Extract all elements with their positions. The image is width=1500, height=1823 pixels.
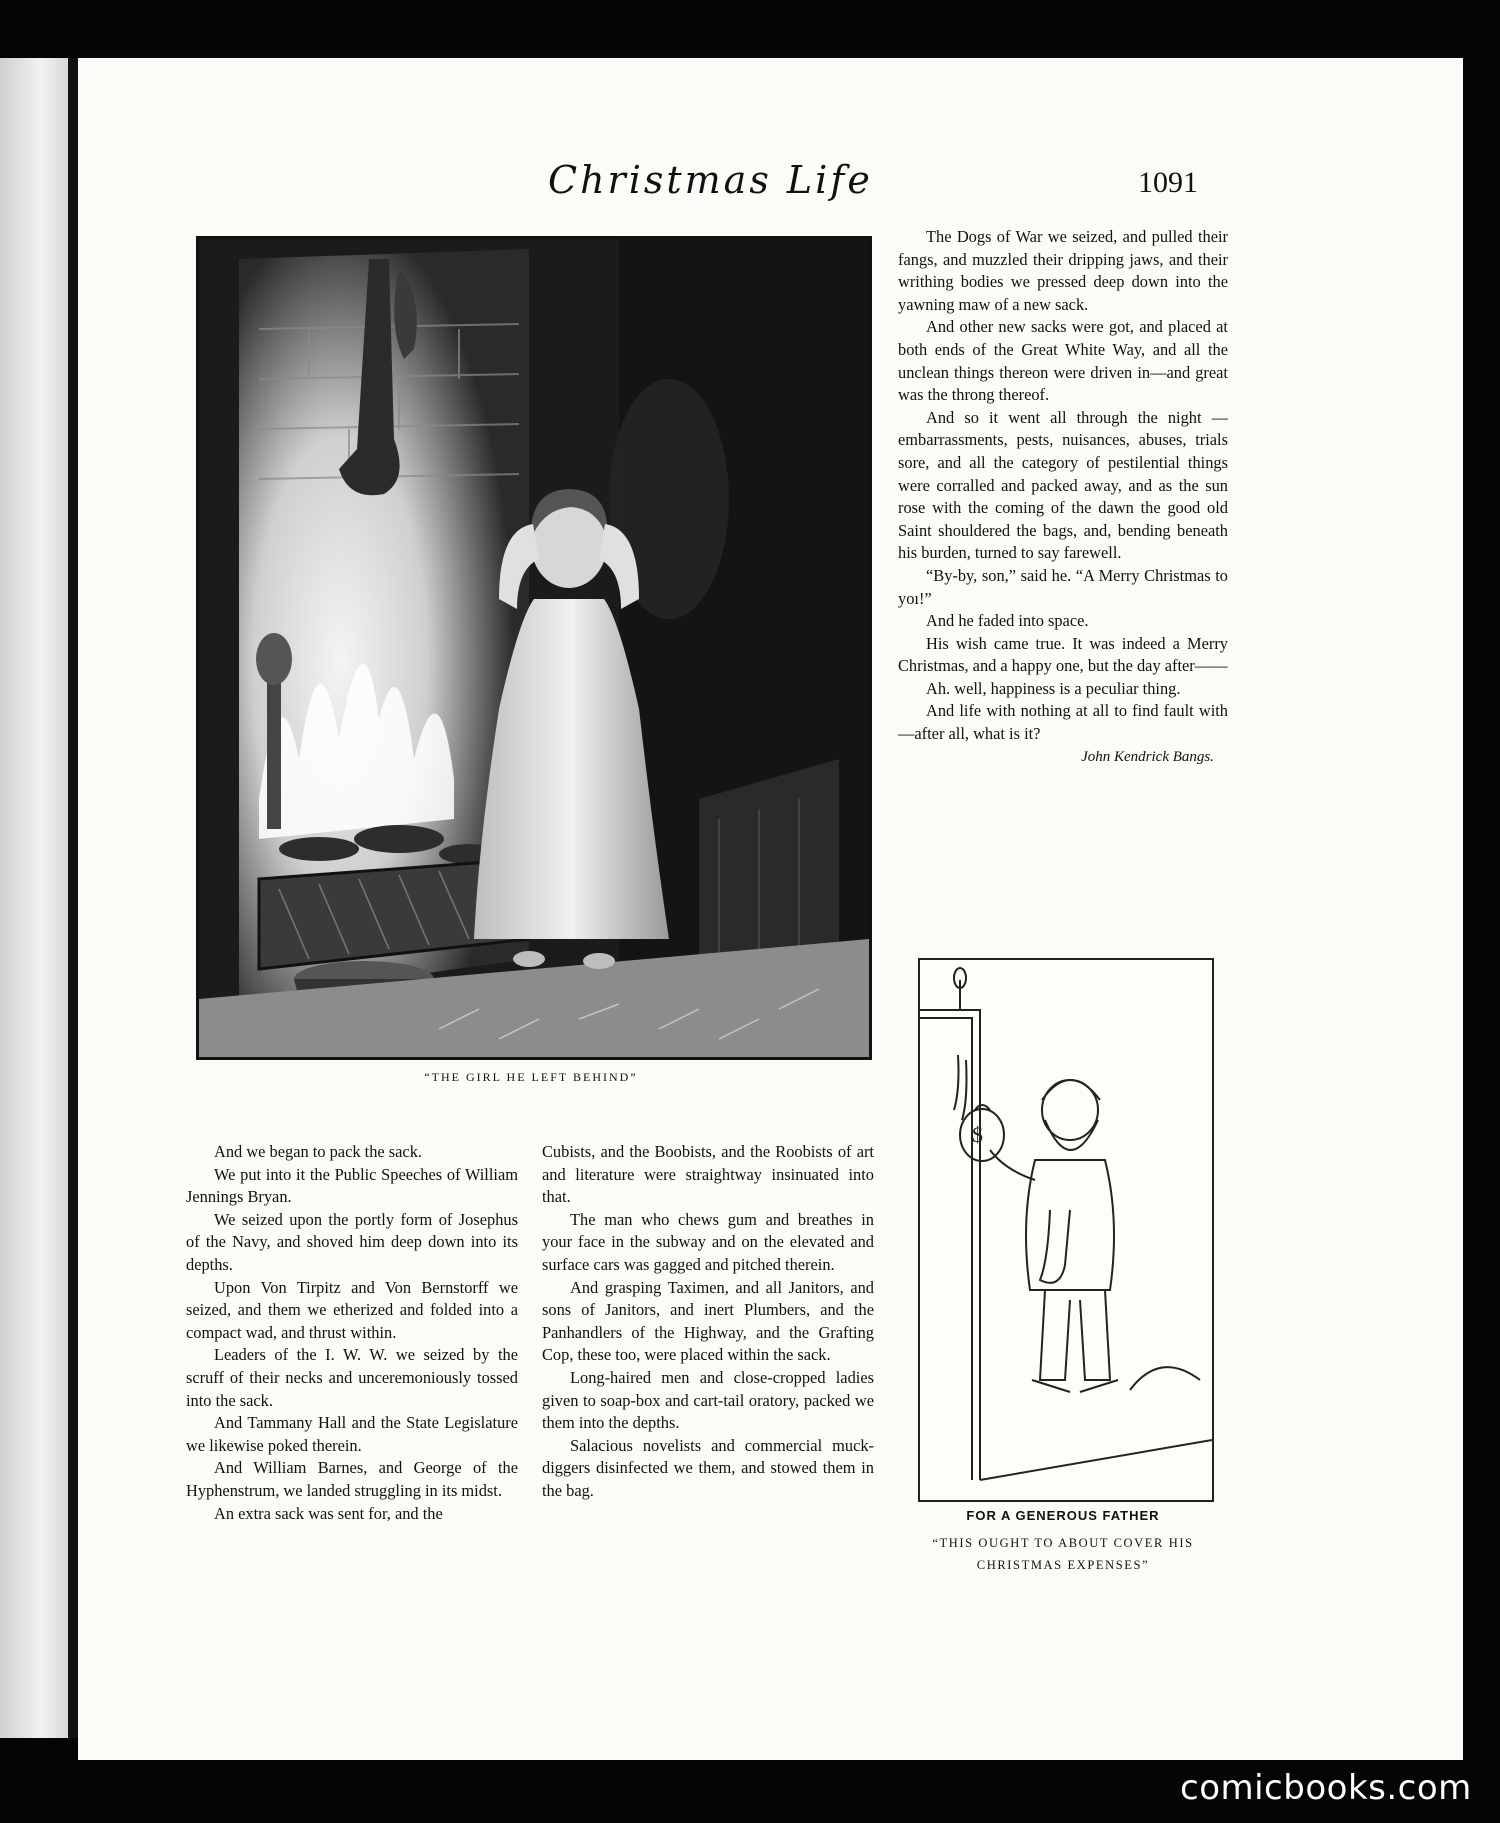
paragraph: Upon Von Tirpitz and Von Bernstorff we seized, and them we etherized and folded into a compact wad, and thrust within. [186,1277,518,1342]
paragraph: And we began to pack the sack. [214,1142,422,1161]
author-signature: John Kendrick Bangs. [1081,748,1214,765]
svg-text:$: $ [972,1122,983,1147]
paragraph: Salacious novelists and commercial muck-diggers disinfected we them, and stowed them in the bag. [542,1435,874,1500]
book-spine [68,58,78,1738]
paragraph: And grasping Taximen, and all Janitors, and sons of Janitors, and inert Plumbers, and the Panhandlers of the Highway, and the Grafting Cop, these too, were placed within the sack. [542,1277,874,1365]
paragraph: And other new sacks were got, and placed at both ends of the Great White Way, and all the unclean things thereon were driven in—and great was the throng thereof. [898,317,1228,405]
paragraph: And he faded into space. [926,611,1089,631]
paragraph: We put into it the Public Speeches of William Jennings Bryan. [186,1164,518,1207]
paragraph: His wish came true. It was indeed a Merry Christmas, and a happy one, but the day after—— [898,633,1228,676]
illustration-caption: “THE GIRL HE LEFT BEHIND” [424,1070,638,1084]
cartoon-caption-line: CHRISTMAS EXPENSES” [976,1558,1150,1572]
paragraph: We seized upon the portly form of Josephus of the Navy, and shoved him deep down into its depths. [186,1209,518,1274]
paragraph: And William Barnes, and George of the Hyphenstrum, we landed struggling in its midst. [186,1458,518,1500]
santa-cartoon [918,958,1214,1502]
paragraph: “By-by, son,” said he. “A Merry Christmas to yoı!” [898,565,1228,608]
article-left-column [186,1141,518,1525]
page-number: 1091 [1138,166,1198,199]
magazine-page [78,58,1463,1760]
paragraph: Long-haired men and close-cropped ladies given to soap-box and cart-tail oratory, packed we them into the depths. [542,1367,874,1433]
paragraph: An extra sack was sent for, and the [214,1503,443,1523]
facing-page-edge [0,58,68,1738]
article-middle-column [542,1141,874,1503]
paragraph: And so it went all through the night — embarrassments, pests, nuisances, abuses, trials sore, and all the category of pestilential things were corralled and packed away, and as the sun rose with the coming of the dawn the good old Saint shouldered the bags, and, bending beneath his burden, turned to say farewell. [898,407,1228,563]
cartoon-title: FOR A GENEROUS FATHER [966,1508,1160,1523]
paragraph: The Dogs of War we seized, and pulled their fangs, and muzzled their dripping jaws, and their writhing bodies we pressed deep down into the yawning maw of a new sack. [898,227,1228,314]
cartoon-caption-line: “THIS OUGHT TO ABOUT COVER HIS [932,1536,1194,1550]
girl-at-fireplace-illustration [196,236,872,1060]
santa-with-moneybag-drawing [920,960,1212,1500]
paragraph: Leaders of the I. W. W. we seized by the scruff of their necks and unceremoniously tossed into the sack. [186,1345,518,1410]
running-title: Christmas Life [548,158,873,202]
article-right-column [898,226,1228,768]
paragraph: Ah. well, happiness is a peculiar thing. [926,678,1181,698]
paragraph: The man who chews gum and breathes in your face in the subway and on the elevated and surface cars was gagged and pitched therein. [542,1209,874,1274]
paragraph: And life with nothing at all to find fault with—after all, what is it? [898,701,1228,744]
paragraph: Cubists, and the Boobists, and the Roobists of art and literature were straightway insinuated into that. [542,1142,874,1207]
cartoon-caption [898,1532,1228,1576]
paragraph: And Tammany Hall and the State Legislature we likewise poked therein. [186,1413,518,1455]
fireplace-scene-picture [199,239,869,1057]
site-watermark: comicbooks.com [1180,1768,1472,1808]
